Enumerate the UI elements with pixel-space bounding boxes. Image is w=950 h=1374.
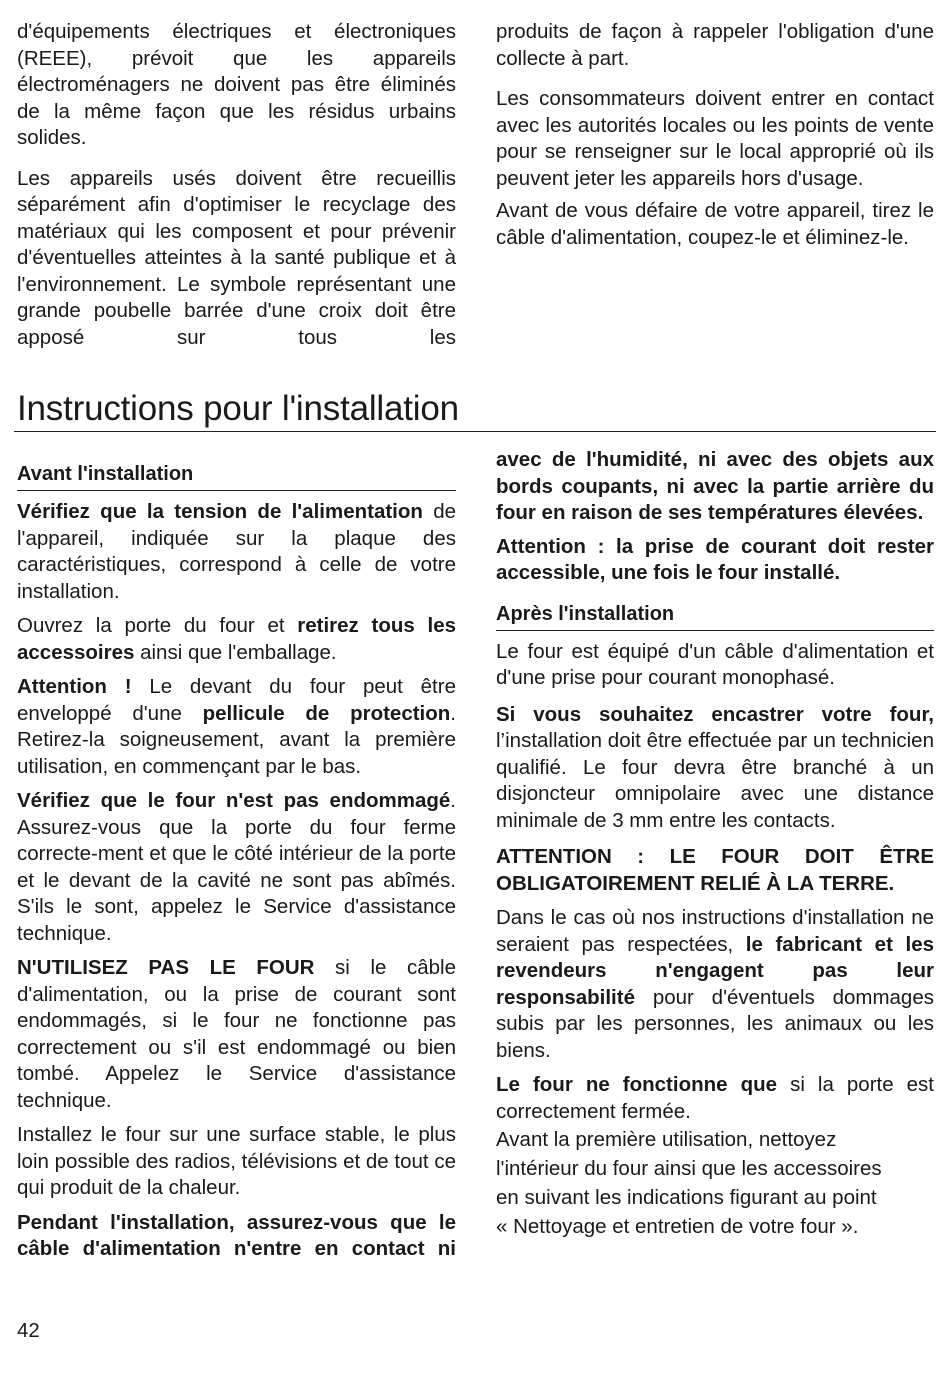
film-mid: Le devant du four peut être enveloppé d'une <box>17 675 456 725</box>
voltage-text: de l'appareil, indiquée sur la plaque des caractéristiques, correspond à celle de votre installation. <box>17 500 456 603</box>
top-right-column <box>496 19 934 251</box>
voltage-paragraph <box>17 499 456 605</box>
first-use-paragraph <box>496 1125 934 1241</box>
cable-contact-bold-left: Pendant l'installation, assurez-vous que le câble d'alimentation n'entre en contact ni <box>17 1210 456 1260</box>
cable-contact-paragraph-right <box>496 447 934 527</box>
accessories-paragraph <box>17 613 456 666</box>
weee-paragraph-4: Les consommateurs doivent entrer en contact avec les autorités locales ou les points de vente pour se renseigner sur le local approprié où ils peuvent jeter les appareils hors d'usage. <box>496 87 934 190</box>
before-installation-heading: Avant l'installation <box>17 461 456 491</box>
damage-bold: Vérifiez que le four n'est pas endommagé <box>17 789 451 812</box>
built-in-text: l’installation doit être effectuée par un technicien qualifié. Le four devra être branché à un disjoncteur omnipolaire avec une distance minimale de 3 mm entre les contacts. <box>496 729 934 832</box>
installation-right-column <box>496 447 934 1241</box>
accessories-start: Ouvrez la porte du four et <box>17 614 298 637</box>
damage-text: . Assurez-vous que la porte du four ferme correcte-ment et que le côté intérieur de la porte et le devant de la cavité ne sont pas abîmés. S'ils le sont, appelez le Service d'assistance technique. <box>17 789 456 945</box>
section-title: Instructions pour l'installation <box>17 389 459 428</box>
earth-warning-bold: ATTENTION : LE FOUR DOIT ÊTRE OBLIGATOIREMENT RELIÉ À LA TERRE. <box>496 845 934 895</box>
weee-paragraph-2: Les appareils usés doivent être recueillis séparément afin d'optimiser le recyclage des matériaux qui les composent et pour prévenir d'éventuelles atteintes à la santé publique et à l'environnement. Le symbole représentant une grande poubelle barrée d'une croix doit être apposé sur tous les <box>17 166 456 349</box>
first-use-line: en suivant les indications figurant au point <box>496 1186 877 1209</box>
accessories-bold: retirez tous les accessoires <box>17 614 456 664</box>
built-in-paragraph <box>496 702 934 835</box>
installation-left-column <box>17 461 456 1263</box>
cable-contact-paragraph-left <box>17 1210 456 1263</box>
liability-end: pour d'éventuels dommages subis par les personnes, les animaux ou les biens. <box>496 985 934 1062</box>
do-not-use-paragraph <box>17 955 456 1114</box>
weee-paragraph-5: Avant de vous défaire de votre appareil, tirez le câble d'alimentation, coupez-le et éliminez-le. <box>496 199 934 249</box>
door-closed-bold: Le four ne fonctionne que <box>496 1073 778 1096</box>
door-closed-text: si la porte est correctement fermée. <box>496 1073 934 1123</box>
liability-paragraph <box>496 905 934 1064</box>
accessories-end: ainsi que l'emballage. <box>134 640 337 664</box>
page-number: 42 <box>17 1319 40 1342</box>
do-not-use-text: si le câble d'alimentation, ou la prise de courant sont endommagés, si le four ne fonctionne pas correctement ou s'il est endommagé ou bien tombé. Appelez le Service d'assistance technique. <box>17 956 457 1112</box>
protective-film-paragraph <box>17 674 456 780</box>
built-in-bold: Si vous souhaitez encastrer votre four, <box>496 702 934 726</box>
first-use-line: l'intérieur du four ainsi que les accessoires <box>496 1157 882 1180</box>
damage-check-paragraph <box>17 788 456 947</box>
stable-surface-paragraph: Installez le four sur une surface stable, le plus loin possible des radios, télévisions et de tout ce qui produit de la chaleur. <box>17 1123 456 1199</box>
weee-paragraph-3: produits de façon à rappeler l'obligation d'une collecte à part. <box>496 20 934 70</box>
film-bold: pellicule de protection <box>202 701 451 725</box>
socket-access-bold: Attention : la prise de courant doit rester accessible, une fois le four installé. <box>496 534 934 584</box>
attention-bold: Attention ! <box>17 675 132 698</box>
first-use-line: Avant la première utilisation, nettoyez <box>496 1128 837 1151</box>
liability-bold: le fabricant et les revendeurs n'engagent pas leur responsabilité <box>496 932 934 1009</box>
cable-contact-bold-right: avec de l'humidité, ni avec des objets aux bords coupants, ni avec la partie arrière du four en raison de ses températures élevées. <box>496 448 934 524</box>
liability-start: Dans le cas où nos instructions d'installation ne seraient pas respectées, <box>496 906 934 956</box>
voltage-bold: Vérifiez que la tension de l'alimentation <box>17 500 423 523</box>
power-cable-paragraph: Le four est équipé d'un câble d'alimentation et d'une prise pour courant monophasé. <box>496 639 934 689</box>
door-closed-paragraph <box>496 1072 934 1125</box>
weee-paragraph-1: d'équipements électriques et électroniques (REEE), prévoit que les appareils électroménagers ne doivent pas être éliminés de la même façon que les résidus urbains solides. <box>17 20 456 149</box>
title-divider <box>14 431 936 432</box>
after-installation-heading: Après l'installation <box>496 601 934 631</box>
first-use-line: « Nettoyage et entretien de votre four ». <box>496 1215 859 1238</box>
socket-access-paragraph <box>496 534 934 587</box>
film-end: . Retirez-la soigneusement, avant la première utilisation, en commençant par le bas. <box>17 701 456 778</box>
earth-warning-paragraph <box>496 844 934 897</box>
top-left-column <box>17 19 456 351</box>
do-not-use-bold: N'UTILISEZ PAS LE FOUR <box>17 956 315 979</box>
